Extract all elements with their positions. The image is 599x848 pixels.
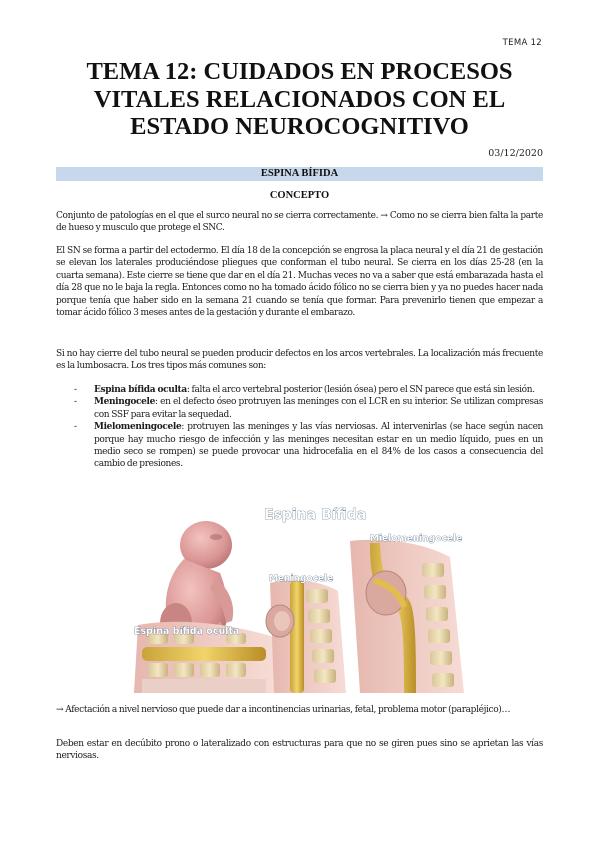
list-text: : falta el arco vertebral posterior (lesión ósea) pero el SN parece que está sin lesión.	[186, 385, 535, 395]
list-term: Meningocele	[94, 397, 155, 408]
list-item	[56, 384, 543, 396]
figure-title: Espina Bífida	[264, 507, 367, 523]
list-term: Mielomeningocele	[94, 422, 182, 433]
list-bullet: -	[74, 422, 77, 433]
paragraph-positioning: Deben estar en decúbito prono o lateralizado con estructuras para que no se giren pues sino se aprietan las vías nerviosas.	[56, 739, 543, 762]
list-text: : protruyen las meninges y las vías nerviosas. Al intervenirlas (se hace según nacen porque hay mucho riesgo de infección y las meninges necesitan estar en un medio líquido, pues en un medio seco se rompen) se puede provocar una hidrocefalia en el 84% de los casos a consecuencia del cambio de presiones.	[94, 422, 543, 470]
list-item	[56, 396, 543, 421]
section-heading: ESPINA BÍFIDA	[56, 167, 543, 181]
paragraph-development: El SN se forma a partir del ectodermo. El día 18 de la concepción se engrosa la placa neural y el día 21 de gestación se elevan los laterales produciéndose pliegues que conforman el tubo neural. Se cierra en los días 25-28 (en la cuarta semana). Este cierre se tiene que dar en el día 21. Muchas veces no va a saber que está embarazada hasta el día 28 que no le baja la regla. Entonces como no ha tomado ácido fólico no se cierra bien y ya no puedes hacer nada porque tenía que haber sido en la semana 21 cuando se tenía que formar. Para prevenirlo tienen que empezar a tomar ácido fólico 3 meses antes de la gestación y durante el embarazo.	[56, 246, 543, 319]
document-date: 03/12/2020	[488, 148, 543, 159]
label-mielomeningocele: Mielomeningocele	[370, 534, 463, 544]
spine-oculta-illustration	[134, 622, 274, 693]
list-item	[56, 421, 543, 471]
spina-bifida-illustration	[124, 497, 490, 693]
page-title: TEMA 12: CUIDADOS EN PROCESOS VITALES RELACIONADOS CON EL ESTADO NEUROCOGNITIVO	[86, 58, 513, 140]
list-text: : en el defecto óseo protruyen las meninges con el LCR en su interior. Se utilizan compresas con SSF para evitar la sequedad.	[94, 397, 543, 420]
spine-meningocele-illustration	[266, 574, 346, 693]
spine-mielomeningocele-illustration	[350, 534, 464, 693]
subsection-heading: CONCEPTO	[269, 190, 330, 201]
running-header: TEMA 12	[502, 38, 542, 48]
label-meningocele: Meningocele	[269, 574, 334, 584]
list-term: Espina bífida oculta	[94, 385, 187, 395]
list-bullet: -	[74, 385, 77, 395]
label-espina-bifida-oculta: Espina bífida oculta	[134, 626, 240, 637]
paragraph-definition: Conjunto de patologías en el que el surco neural no se cierra correctamente. → Como no se cierra bien falta la parte de hueso y musculo que protege el SNC.	[56, 211, 543, 234]
types-list	[56, 384, 543, 471]
paragraph-types-intro: Si no hay cierre del tubo neural se pueden producir defectos en los arcos vertebrales. La localización más frecuente es la lumbosacra. Los tres tipos más comunes son:	[56, 349, 543, 372]
list-bullet: -	[74, 397, 77, 408]
paragraph-consequences: → Afectación a nivel nervioso que puede dar a incontinencias urinarias, fetal, problema motor (parapléjico)…	[56, 705, 511, 715]
